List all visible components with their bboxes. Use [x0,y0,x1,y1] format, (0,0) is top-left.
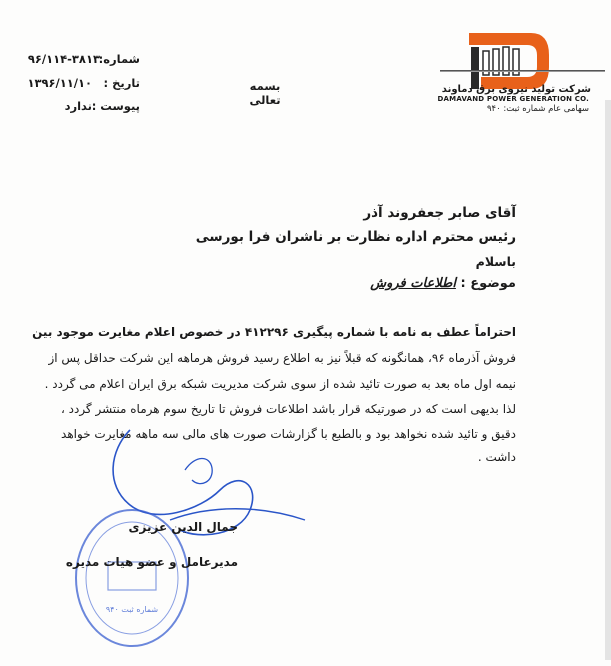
attachment-value: ندارد [64,99,92,113]
bismillah: بسمه تعالی [249,79,281,107]
company-name-fa: شرکت تولید نیروی برق دماوند [441,84,591,95]
stamp-text: شماره ثبت ۹۴۰ [105,605,159,614]
signer-name: جمال الدین عزیزی [128,520,238,534]
date-value: ۱۳۹۶/۱۱/۱۰ [27,76,92,90]
recipient-title: رئیس محترم اداره نظارت بر ناشران فرا بورسی [195,229,516,245]
attachment-label: پیوست : [91,99,140,113]
subject-label: موضوع : [460,276,516,291]
body-line-1: احتراماً عطف به نامه با شماره پیگیری ۴۱۲۲۹۶ در خصوص اعلام مغایرت موجود بین [32,325,516,339]
header-rule-2 [440,71,605,72]
number-label: شماره: [98,52,140,66]
scan-edge [605,100,611,660]
company-registration: سهامی عام شماره ثبت: ۹۴۰ [486,104,589,114]
signer-title: مدیرعامل و عضو هیات مدیره [65,555,238,569]
recipient-name: آقای صابر جعفروند آذر [363,205,516,221]
subject-text: اطلاعات فروش [370,276,456,291]
body-line-4: لذا بدیهی است که در صورتیکه قرار باشد اطلاعات فروش تا تاریخ سوم هرماه منتشر گردد ، [60,402,516,416]
number-value: ۹۶/۱۱۴-۳۸۱۳ [27,52,100,66]
body-line-5: دقیق و تائید شده نخواهد بود و بالطبع با گزارشات صورت های مالی سه ماهه مغایرت خواهد [61,427,516,441]
body-line-3: نیمه اول ماه بعد به صورت تائید شده از سوی شرکت مدیریت شبکه برق ایران اعلام می گردد . [44,377,516,391]
date-label: تاریخ : [103,76,140,90]
body-line-2: فروش آذرماه ۹۶، همانگونه که قبلاً نیز به اطلاع رسید فروش هرماهه این شرکت حداقل پس از [48,351,516,365]
greeting: باسلام [475,254,516,269]
body-line-6: داشت . [477,450,516,464]
company-name-en: DAMAVAND POWER GENERATION CO. [437,95,589,103]
subject-line [370,276,516,291]
